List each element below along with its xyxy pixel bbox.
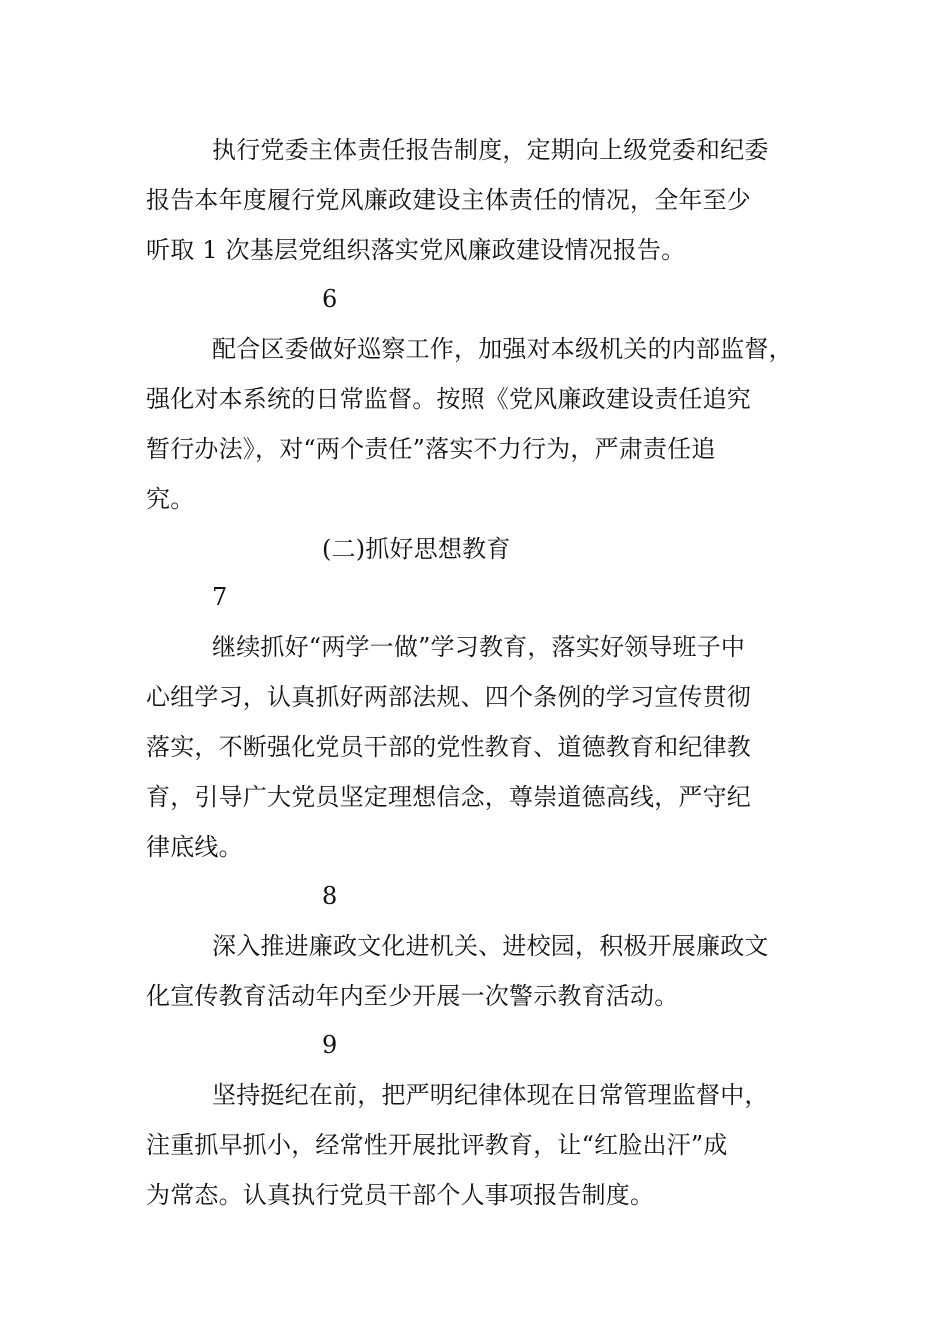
paragraph-line: 继续抓好“两学一做”学习教育，落实好领导班子中	[212, 633, 746, 661]
paragraph-line: 坚持挺纪在前，把严明纪律体现在日常管理监督中，	[212, 1081, 769, 1109]
paragraph-line: 强化对本系统的日常监督。按照《党风廉政建设责任追究	[146, 385, 751, 413]
paragraph-line: 为常态。认真执行党员干部个人事项报告制度。	[146, 1181, 655, 1209]
paragraph-line: 律底线。	[146, 833, 243, 861]
paragraph-line: 报告本年度履行党风廉政建设主体责任的情况，全年至少	[146, 186, 751, 214]
paragraph-line: 听取 1 次基层党组织落实党风廉政建设情况报告。	[146, 236, 686, 264]
item-number: 6	[322, 285, 338, 313]
paragraph-line: 注重抓早抓小，经常性开展批评教育，让“红脸出汗”成	[146, 1131, 728, 1159]
paragraph-line: 育，引导广大党员坚定理想信念，尊崇道德高线，严守纪	[146, 783, 751, 811]
paragraph-line: 究。	[146, 485, 195, 513]
item-number: 7	[212, 583, 228, 611]
paragraph-line: 执行党委主体责任报告制度，定期向上级党委和纪委	[212, 136, 769, 164]
item-number: 9	[322, 1031, 338, 1059]
paragraph-line: 暂行办法》，对“两个责任”落实不力行为，严肃责任追	[146, 435, 716, 463]
paragraph-line: 心组学习，认真抓好两部法规、四个条例的学习宣传贯彻	[146, 683, 751, 711]
paragraph-line: 化宣传教育活动年内至少开展一次警示教育活动。	[146, 982, 679, 1010]
paragraph-line: 配合区委做好巡察工作，加强对本级机关的内部监督，	[212, 335, 793, 363]
item-number: 8	[322, 882, 338, 910]
paragraph-line: 落实，不断强化党员干部的党性教育、道德教育和纪律教	[146, 733, 751, 761]
paragraph-line: 深入推进廉政文化进机关、进校园，积极开展廉政文	[212, 932, 769, 960]
section-heading: (二)抓好思想教育	[322, 535, 511, 563]
